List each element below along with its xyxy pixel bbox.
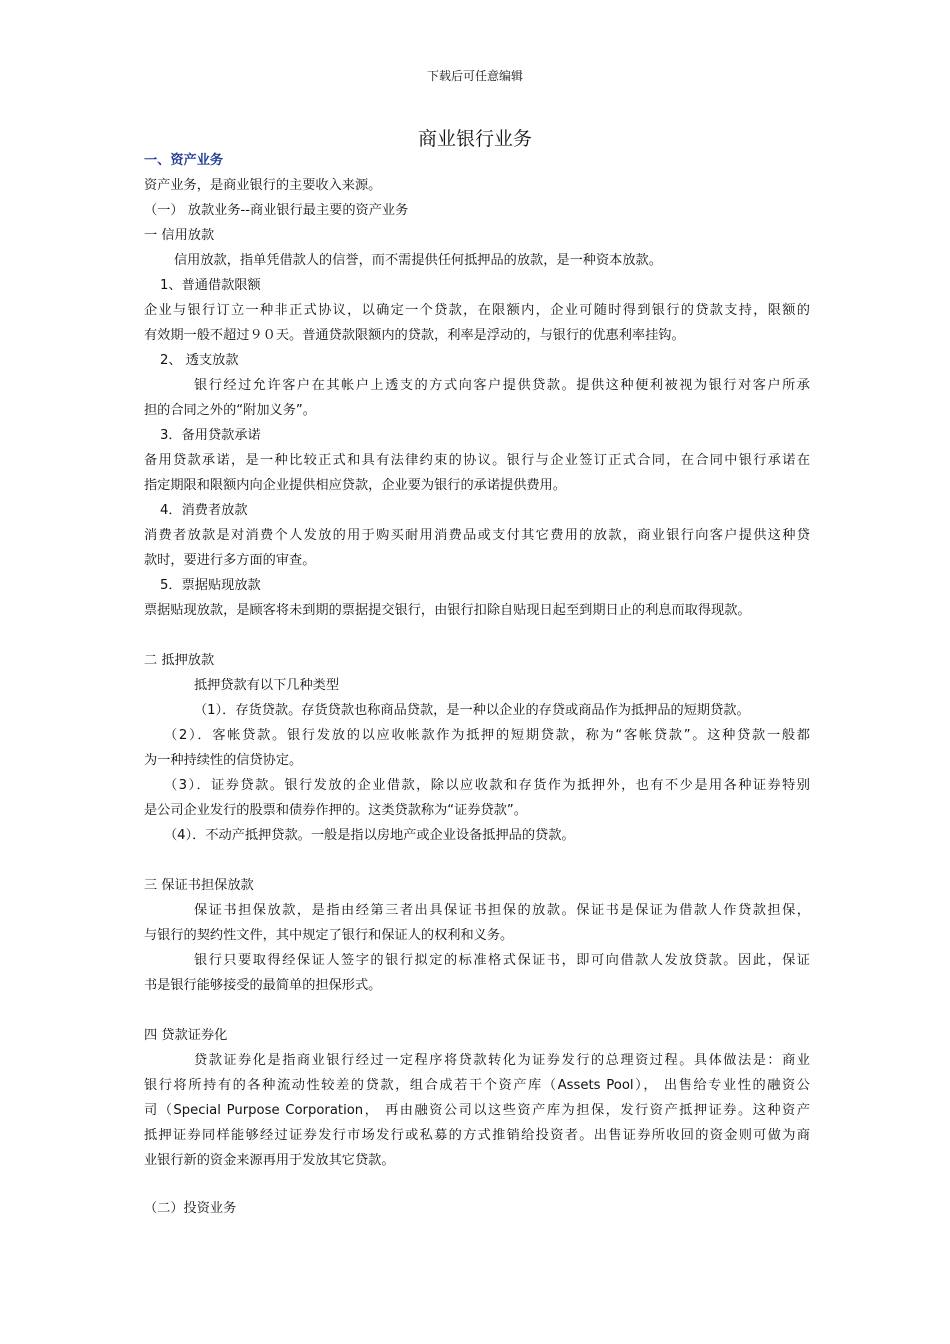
item-heading: 1、普通借款限额 xyxy=(160,278,261,293)
subsection-heading: 四 贷款证券化 xyxy=(144,1028,228,1043)
subsection-heading: （一） 放款业务--商业银行最主要的资产业务 xyxy=(144,203,409,218)
paragraph-line: 业银行新的资金来源再用于发放其它贷款。 xyxy=(144,1153,395,1168)
paragraph-line: 企业与银行订立一种非正式协议，以确定一个贷款，在限额内，企业可随时得到银行的贷款支持，限额的 xyxy=(144,303,810,318)
document-title: 商业银行业务 xyxy=(417,128,532,150)
paragraph-line: 款时，要进行多方面的审查。 xyxy=(144,553,316,568)
paragraph-line: 抵押证券同样能够经过证券发行市场发行或私募的方式推销给投资者。出售证券所收回的资金则可做为商 xyxy=(144,1128,810,1143)
item-heading: 2、 透支放款 xyxy=(160,353,239,368)
item-heading: 5．票据贴现放款 xyxy=(160,578,261,593)
paragraph-line: 是公司企业发行的股票和债券作押的。这类贷款称为“证券贷款”。 xyxy=(144,803,527,818)
paragraph-line: 备用贷款承诺，是一种比较正式和具有法律约束的协议。银行与企业签订正式合同，在合同中银行承诺在 xyxy=(144,453,810,468)
list-item: （2）．客帐贷款。银行发放的以应收帐款作为抵押的短期贷款，称为“客帐贷款”。这种贷款一般都 xyxy=(164,728,810,743)
subsection-heading: 三 保证书担保放款 xyxy=(144,878,254,893)
list-item: （3）．证券贷款。银行发放的企业借款，除以应收款和存货作为抵押外，也有不少是用各种证券特别 xyxy=(164,778,810,793)
paragraph-line: 票据贴现放款，是顾客将未到期的票据提交银行，由银行扣除自贴现日起至到期日止的利息而取得现款。 xyxy=(144,603,751,618)
list-item: （4）．不动产抵押贷款。一般是指以房地产或企业设备抵押品的贷款。 xyxy=(164,828,575,843)
paragraph-line: 指定期限和限额内向企业提供相应贷款，企业要为银行的承诺提供费用。 xyxy=(144,478,566,493)
list-item: （1）．存货贷款。存货贷款也称商品贷款，是一种以企业的存贷或商品作为抵押品的短期贷款。 xyxy=(194,703,750,718)
paragraph-line: 书是银行能够接受的最简单的担保形式。 xyxy=(144,978,382,993)
section-heading: 一、资产业务 xyxy=(144,153,224,168)
paragraph-line: 银行经过允许客户在其帐户上透支的方式向客户提供贷款。提供这种便利被视为银行对客户所承 xyxy=(194,378,810,393)
paragraph-line: 与银行的契约性文件，其中规定了银行和保证人的权利和义务。 xyxy=(144,928,514,943)
paragraph-line: 资产业务，是商业银行的主要收入来源。 xyxy=(144,178,382,193)
paragraph-line: 银行将所持有的各种流动性较差的贷款，组合成若干个资产库（Assets Pool）， 出售给专业性的融资公 xyxy=(144,1078,810,1093)
paragraph-line: 司（Special Purpose Corporation， 再由融资公司以这些资产库为担保，发行资产抵押证券。这种资产 xyxy=(144,1103,810,1118)
paragraph-line: 抵押贷款有以下几种类型 xyxy=(194,678,340,693)
subsection-heading: 二 抵押放款 xyxy=(144,653,215,668)
paragraph-line: 银行只要取得经保证人签字的银行拟定的标准格式保证书，即可向借款人发放贷款。因此，保证 xyxy=(194,953,810,968)
paragraph-line: 保证书担保放款，是指由经第三者出具保证书担保的放款。保证书是保证为借款人作贷款担保， xyxy=(194,903,810,918)
paragraph-line: 担的合同之外的“附加义务”。 xyxy=(144,403,316,418)
paragraph-line: 信用放款，指单凭借款人的信誉，而不需提供任何抵押品的放款，是一种资本放款。 xyxy=(174,253,662,268)
paragraph-line: 有效期一般不超过９０天。普通贷款限额内的贷款，利率是浮动的，与银行的优惠利率挂钩。 xyxy=(144,328,685,343)
paragraph-line: 消费者放款是对消费个人发放的用于购买耐用消费品或支付其它费用的放款，商业银行向客户提供这种贷 xyxy=(144,528,810,543)
paragraph-line: 为一种持续性的信贷协定。 xyxy=(144,753,303,768)
paragraph-line: 贷款证券化是指商业银行经过一定程序将贷款转化为证券发行的总理资过程。具体做法是：商业 xyxy=(194,1053,810,1068)
item-heading: 3．备用贷款承诺 xyxy=(160,428,261,443)
subsection-heading: 一 信用放款 xyxy=(144,228,215,243)
subsection-heading: （二）投资业务 xyxy=(144,1201,237,1216)
page-header: 下载后可任意编辑 xyxy=(426,69,523,83)
item-heading: 4．消费者放款 xyxy=(160,503,248,518)
